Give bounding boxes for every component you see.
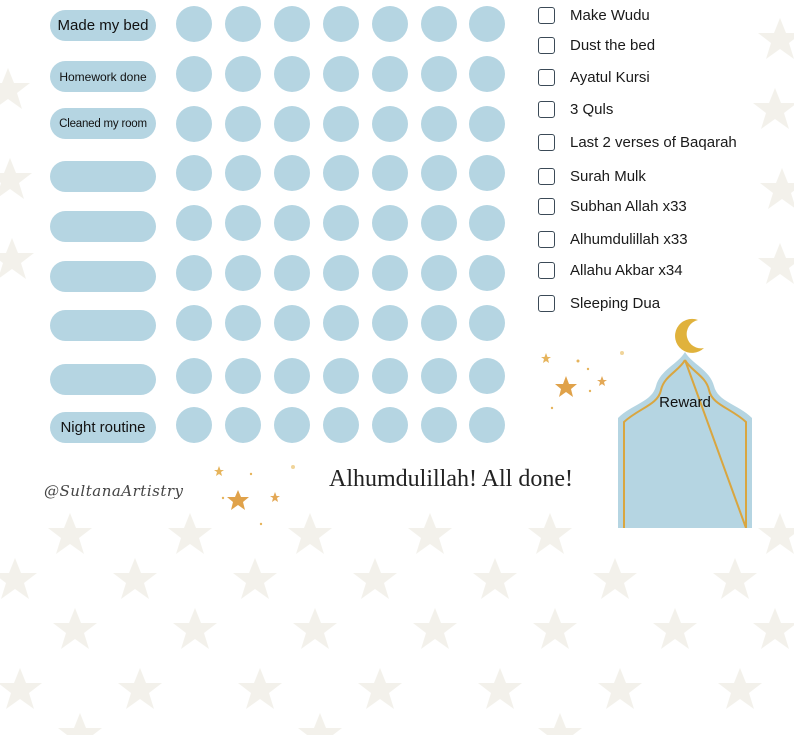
day-circle[interactable] (469, 255, 505, 291)
day-circle[interactable] (421, 106, 457, 142)
day-circle[interactable] (469, 106, 505, 142)
day-circle[interactable] (225, 6, 261, 42)
crescent-moon-icon (675, 319, 704, 353)
checklist-item-label: 3 Quls (570, 100, 614, 118)
checklist-item[interactable] (538, 66, 650, 88)
day-circle[interactable] (176, 205, 212, 241)
day-circle[interactable] (176, 56, 212, 92)
checklist-item[interactable] (538, 34, 655, 56)
day-circle[interactable] (225, 407, 261, 443)
day-circle[interactable] (421, 407, 457, 443)
task-label-4[interactable] (50, 161, 156, 192)
checkbox[interactable] (538, 101, 555, 118)
day-circle[interactable] (176, 407, 212, 443)
day-circle[interactable] (323, 106, 359, 142)
day-circle[interactable] (372, 358, 408, 394)
day-circle[interactable] (176, 358, 212, 394)
reward-label: Reward (659, 394, 711, 411)
day-circle[interactable] (274, 6, 310, 42)
checklist-item[interactable] (538, 165, 646, 187)
day-circle[interactable] (176, 6, 212, 42)
task-label-5[interactable] (50, 211, 156, 242)
day-circle[interactable] (469, 305, 505, 341)
star-icon (270, 492, 280, 502)
day-circle[interactable] (372, 106, 408, 142)
day-circle[interactable] (225, 106, 261, 142)
checklist-item[interactable] (538, 4, 650, 26)
day-circle[interactable] (372, 56, 408, 92)
task-label-8[interactable] (50, 364, 156, 395)
checkbox[interactable] (538, 7, 555, 24)
checklist-item-label: Ayatul Kursi (570, 68, 650, 86)
day-circle[interactable] (323, 358, 359, 394)
day-circle[interactable] (469, 56, 505, 92)
day-circle[interactable] (421, 56, 457, 92)
checkbox[interactable] (538, 69, 555, 86)
day-circle[interactable] (323, 255, 359, 291)
task-label-1: Made my bed (50, 10, 156, 41)
day-circle[interactable] (225, 305, 261, 341)
day-circle[interactable] (469, 358, 505, 394)
day-circle[interactable] (176, 155, 212, 191)
day-circle[interactable] (225, 155, 261, 191)
day-circle[interactable] (274, 106, 310, 142)
day-circle[interactable] (323, 205, 359, 241)
day-circle[interactable] (225, 255, 261, 291)
checklist-item-label: Last 2 verses of Baqarah (570, 133, 737, 151)
day-circle[interactable] (323, 305, 359, 341)
day-circle[interactable] (469, 6, 505, 42)
day-circle[interactable] (274, 155, 310, 191)
day-circle[interactable] (274, 407, 310, 443)
day-circle[interactable] (469, 155, 505, 191)
day-circle[interactable] (225, 358, 261, 394)
star-icon (227, 490, 249, 510)
day-circle[interactable] (274, 56, 310, 92)
checklist-item-label: Allahu Akbar x34 (570, 261, 683, 279)
checkbox[interactable] (538, 37, 555, 54)
checklist-item-label: Sleeping Dua (570, 294, 661, 312)
artist-signature: @SultanaArtistry (44, 482, 184, 500)
day-circle[interactable] (372, 6, 408, 42)
day-circle[interactable] (176, 255, 212, 291)
task-label-3: Cleaned my room (50, 108, 156, 139)
day-circle[interactable] (372, 155, 408, 191)
day-circle[interactable] (421, 6, 457, 42)
day-circle[interactable] (176, 305, 212, 341)
day-circle[interactable] (274, 305, 310, 341)
checkbox[interactable] (538, 295, 555, 312)
task-label-6[interactable] (50, 261, 156, 292)
day-circle[interactable] (323, 407, 359, 443)
day-circle[interactable] (323, 56, 359, 92)
checkbox[interactable] (538, 231, 555, 248)
star-icon (555, 376, 577, 397)
day-circle[interactable] (274, 255, 310, 291)
checkbox[interactable] (538, 262, 555, 279)
star-icon (214, 466, 224, 476)
checklist-item-label: Alhumdulillah x33 (570, 230, 688, 248)
checklist-item[interactable] (538, 195, 687, 217)
day-circle[interactable] (372, 255, 408, 291)
checklist-item[interactable] (538, 259, 683, 281)
reward-frame (612, 316, 758, 528)
checklist-item-label: Surah Mulk (570, 167, 646, 185)
task-label-2: Homework done (50, 61, 156, 92)
day-circle[interactable] (372, 407, 408, 443)
day-circle[interactable] (323, 6, 359, 42)
star-icon (541, 353, 551, 363)
day-circle[interactable] (274, 358, 310, 394)
day-circle[interactable] (421, 255, 457, 291)
star-cluster-left (205, 460, 315, 530)
day-circle[interactable] (469, 407, 505, 443)
day-circle[interactable] (323, 155, 359, 191)
day-circle[interactable] (469, 205, 505, 241)
day-circle[interactable] (421, 358, 457, 394)
checkbox[interactable] (538, 198, 555, 215)
day-circle[interactable] (176, 106, 212, 142)
day-circle[interactable] (274, 205, 310, 241)
checkbox[interactable] (538, 134, 555, 151)
checkbox[interactable] (538, 168, 555, 185)
checklist-item[interactable] (538, 98, 613, 120)
checklist-item[interactable] (538, 292, 660, 314)
task-label-9: Night routine (50, 412, 156, 443)
checklist-item-label: Dust the bed (570, 36, 656, 54)
day-circle[interactable] (372, 305, 408, 341)
task-label-7[interactable] (50, 310, 156, 341)
checklist-item[interactable] (538, 228, 688, 250)
checklist-item-label: Make Wudu (570, 6, 650, 24)
checklist-item[interactable] (538, 131, 737, 153)
star-icon (597, 376, 607, 386)
done-message: Alhumdulillah! All done! (329, 466, 573, 492)
day-circle[interactable] (225, 56, 261, 92)
checklist-item-label: Subhan Allah x33 (570, 197, 687, 215)
day-circle[interactable] (372, 205, 408, 241)
day-circle[interactable] (421, 155, 457, 191)
day-circle[interactable] (421, 205, 457, 241)
day-circle[interactable] (225, 205, 261, 241)
day-circle[interactable] (421, 305, 457, 341)
